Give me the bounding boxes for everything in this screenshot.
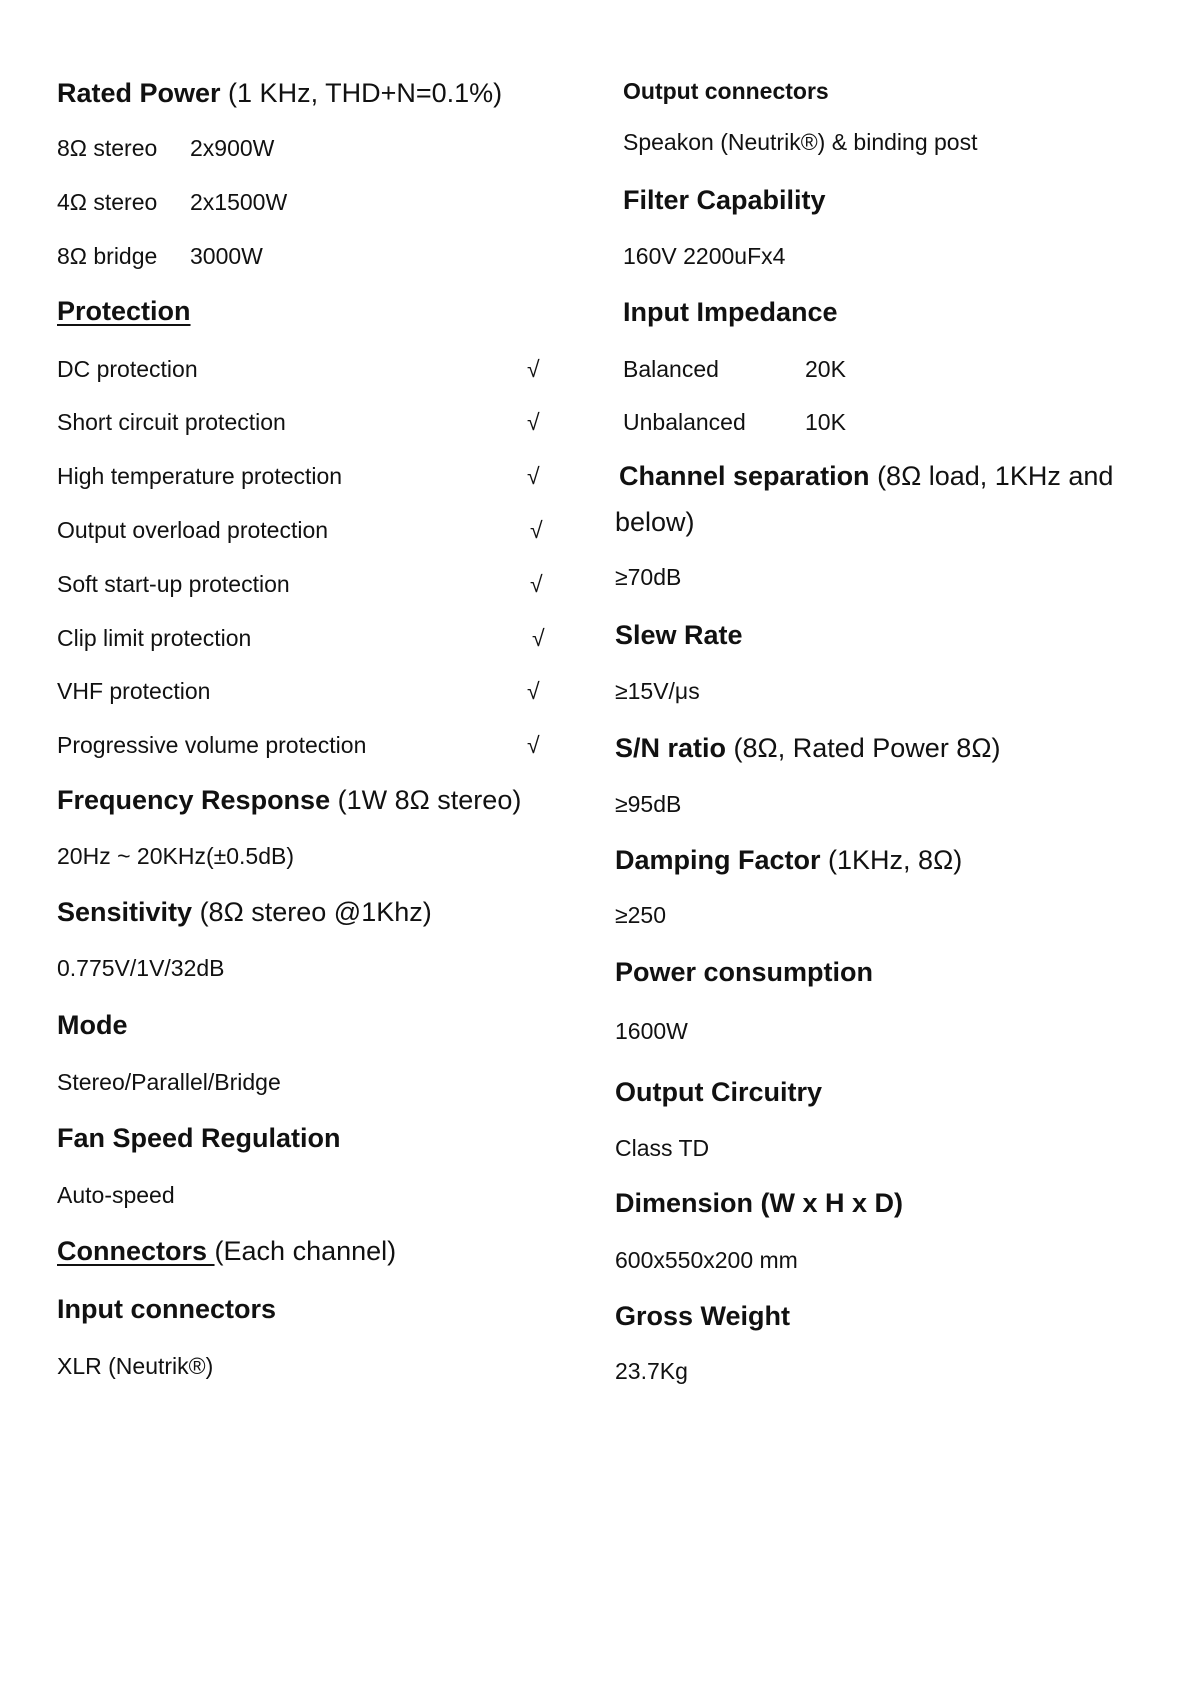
rated-power-row-value: 3000W [190, 243, 263, 269]
frequency-response-heading [57, 787, 521, 814]
frequency-response-condition: (1W 8Ω stereo) [330, 785, 522, 815]
check-mark-icon: √ [530, 571, 543, 597]
frequency-response-title: Frequency Response [57, 785, 331, 815]
input-connectors-heading: Input connectors [57, 1294, 277, 1324]
slew-rate-heading: Slew Rate [615, 620, 743, 650]
protection-item-label: DC protection [57, 356, 198, 382]
channel-separation-heading [619, 463, 1113, 490]
protection-heading: Protection [57, 296, 191, 326]
filter-capability-value: 160V 2200uFx4 [623, 243, 786, 269]
rated-power-row-label: 4Ω stereo [57, 189, 158, 215]
protection-item-label: VHF protection [57, 678, 211, 704]
protection-item-label: Soft start-up protection [57, 571, 290, 597]
mode-value: Stereo/Parallel/Bridge [57, 1069, 281, 1095]
channel-separation-condition: (8Ω load, 1KHz and [869, 461, 1114, 491]
sensitivity-heading [57, 899, 432, 926]
protection-item-label: Output overload protection [57, 517, 329, 543]
sensitivity-condition: (8Ω stereo @1Khz) [192, 897, 432, 927]
output-circuitry-heading: Output Circuitry [615, 1077, 822, 1107]
connectors-title: Connectors [57, 1236, 215, 1266]
channel-separation-value: ≥70dB [615, 564, 682, 590]
input-impedance-row-label: Balanced [623, 356, 719, 382]
power-consumption-value: 1600W [615, 1018, 688, 1044]
output-connectors-value: Speakon (Neutrik®) & binding post [623, 129, 978, 155]
check-mark-icon: √ [527, 356, 540, 382]
connectors-condition: (Each channel) [214, 1236, 397, 1266]
protection-item-label: Progressive volume protection [57, 732, 367, 758]
protection-item-label: Short circuit protection [57, 409, 286, 435]
rated-power-condition: (1 KHz, THD+N=0.1%) [220, 78, 503, 108]
check-mark-icon: √ [527, 409, 540, 435]
sn-ratio-title: S/N ratio [615, 733, 727, 763]
sn-ratio-heading [615, 735, 1001, 762]
check-mark-icon: √ [530, 517, 543, 543]
filter-capability-heading: Filter Capability [623, 185, 826, 215]
damping-factor-title: Damping Factor [615, 845, 821, 875]
fan-speed-heading: Fan Speed Regulation [57, 1123, 341, 1153]
rated-power-heading [57, 80, 502, 107]
dimension-heading: Dimension (W x H x D) [615, 1188, 904, 1218]
power-consumption-heading: Power consumption [615, 957, 874, 987]
input-impedance-heading: Input Impedance [623, 297, 838, 327]
sn-ratio-condition: (8Ω, Rated Power 8Ω) [726, 733, 1001, 763]
frequency-response-value: 20Hz ~ 20KHz(±0.5dB) [57, 843, 294, 869]
channel-separation-condition-cont: below) [615, 507, 695, 537]
check-mark-icon: √ [532, 625, 545, 651]
fan-speed-value: Auto-speed [57, 1182, 175, 1208]
input-impedance-row-value: 10K [805, 409, 846, 435]
check-mark-icon: √ [527, 463, 540, 489]
slew-rate-value: ≥15V/μs [615, 678, 700, 704]
gross-weight-value: 23.7Kg [615, 1358, 688, 1384]
input-connectors-value: XLR (Neutrik®) [57, 1353, 214, 1379]
rated-power-row-value: 2x900W [190, 135, 275, 161]
output-circuitry-value: Class TD [615, 1135, 710, 1161]
protection-item-label: Clip limit protection [57, 625, 252, 651]
protection-item-label: High temperature protection [57, 463, 343, 489]
connectors-heading [57, 1238, 396, 1265]
input-impedance-row-value: 20K [805, 356, 846, 382]
rated-power-row-label: 8Ω bridge [57, 243, 158, 269]
input-impedance-row-label: Unbalanced [623, 409, 746, 435]
check-mark-icon: √ [527, 732, 540, 758]
rated-power-row-label: 8Ω stereo [57, 135, 158, 161]
check-mark-icon: √ [527, 678, 540, 704]
sensitivity-title: Sensitivity [57, 897, 193, 927]
dimension-value: 600x550x200 mm [615, 1247, 798, 1273]
mode-heading: Mode [57, 1010, 128, 1040]
sn-ratio-value: ≥95dB [615, 791, 682, 817]
rated-power-title: Rated Power [57, 78, 221, 108]
damping-factor-heading [615, 847, 962, 874]
gross-weight-heading: Gross Weight [615, 1301, 791, 1331]
sensitivity-value: 0.775V/1V/32dB [57, 955, 225, 981]
damping-factor-condition: (1KHz, 8Ω) [820, 845, 963, 875]
output-connectors-heading: Output connectors [623, 78, 829, 104]
damping-factor-value: ≥250 [615, 902, 666, 928]
rated-power-row-value: 2x1500W [190, 189, 288, 215]
channel-separation-title: Channel separation [619, 461, 870, 491]
